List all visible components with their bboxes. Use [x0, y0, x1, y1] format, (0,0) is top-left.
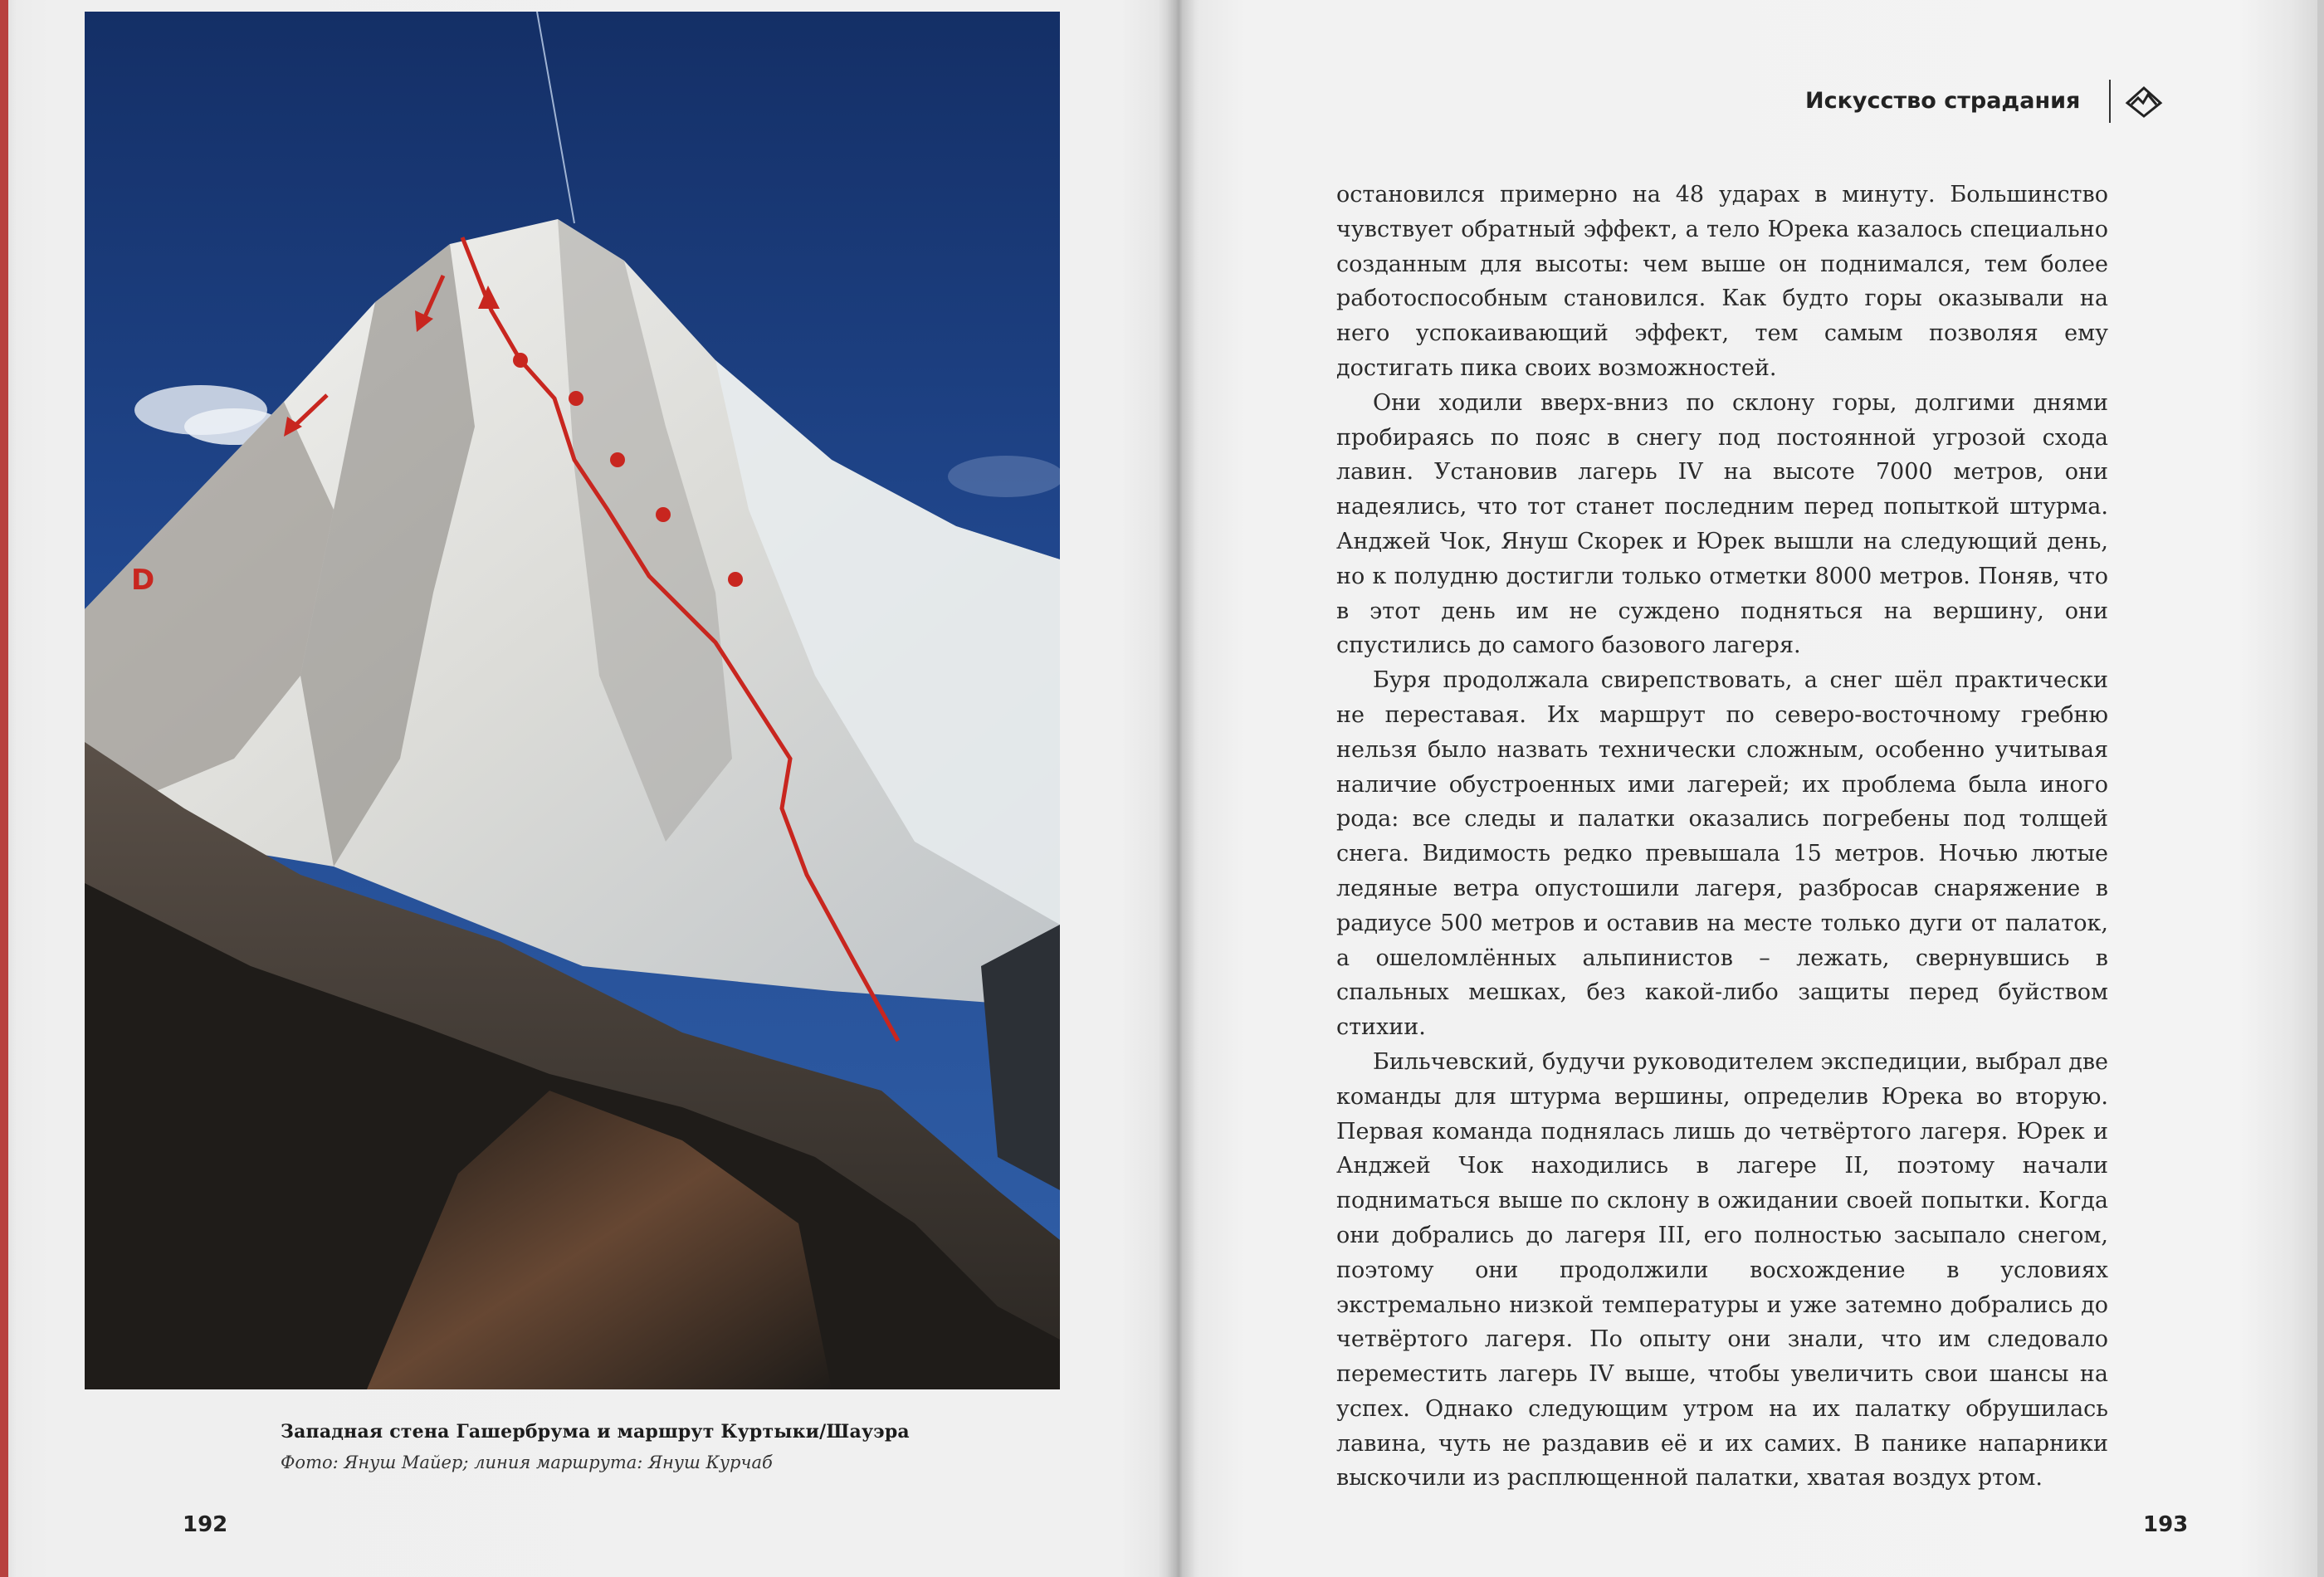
gasherbrum-west-face-image [85, 12, 1060, 1389]
mountain-icon [2125, 85, 2163, 120]
header-divider [2109, 80, 2111, 123]
page-number-right: 193 [2143, 1512, 2189, 1537]
left-page [8, 0, 1170, 1577]
body-text [1336, 178, 2108, 1496]
route-label-d: D [131, 564, 155, 597]
paragraph: Буря продолжала свирепствовать, а снег шёл практически не переставая. Их маршрут по северо-восточному гребню нельзя было назвать технически сложным, особенно учитывая наличие обустроенных ими лагерей; их проблема была иного рода: все следы и палатки оказались погребены под толщей снега. Видимость редко превышала 15 метров. Ночью лютые ледяные ветра опустошили лагеря, разбросав снаряжение в радиусе 500 метров и оставив на месте только дуги от палаток, а ошеломлённых альпинистов – лежать, свернувшись в спальных мешках, без какой-либо защиты перед буйством стихии. [1336, 667, 2108, 1041]
paragraph: остановился примерно на 48 ударах в минуту. Большинство чувствует обратный эффект, а тело Юрека казалось специально созданным для высоты: чем выше он поднимался, тем более работоспособным становился. Как будто горы оказывали на него успокаивающий эффект, тем самым позволяя ему достигать пика своих возможностей. [1336, 182, 2108, 381]
page-number-left: 192 [183, 1512, 228, 1537]
running-head: Искусство страдания [1805, 88, 2081, 114]
book-cover-edge-right [2317, 0, 2324, 1577]
caption-title: Западная стена Гашербрума и маршрут Куртыки/Шауэра [281, 1421, 910, 1443]
paragraph: Они ходили вверх-вниз по склону горы, долгими днями пробираясь по пояс в снегу под постоянной угрозой схода лавин. Установив лагерь IV на высоте 7000 метров, они надеялись, что тот станет последним перед попыткой штурма. Анджей Чок, Януш Скорек и Юрек вышли на следующий день, но к полудню достигли только отметки 8000 метров. Поняв, что в этот день им не суждено подняться на вершину, они спустились до самого базового лагеря. [1336, 389, 2108, 659]
mountain-photo [85, 12, 1060, 1389]
paragraph: Бильчевский, будучи руководителем экспедиции, выбрал две команды для штурма вершины, определив Юрека во вторую. Первая команда поднялась лишь до четвёртого лагеря. Юрек и Анджей Чок находились в лагере II, поэтому начали подниматься выше по склону в ожидании своей попытки. Когда они добрались до лагеря III, его полностью засыпало снегом, поэтому они продолжили восхождение в условиях экстремально низкой температуры и уже затемно добрались до четвёртого лагеря. По опыту они знали, что им следовало переместить лагерь IV выше, чтобы увеличить свои шансы на успех. Однако следующим утром на их палатку обрушилась лавина, чуть не раздавив её и их самих. В панике напарники выскочили из расплющенной палатки, хватая воздух ртом. [1336, 1048, 2108, 1492]
caption-credit: Фото: Януш Майер; линия маршрута: Януш Курчаб [281, 1452, 773, 1472]
book-cover-edge [0, 0, 8, 1577]
photo-caption [281, 1421, 910, 1472]
